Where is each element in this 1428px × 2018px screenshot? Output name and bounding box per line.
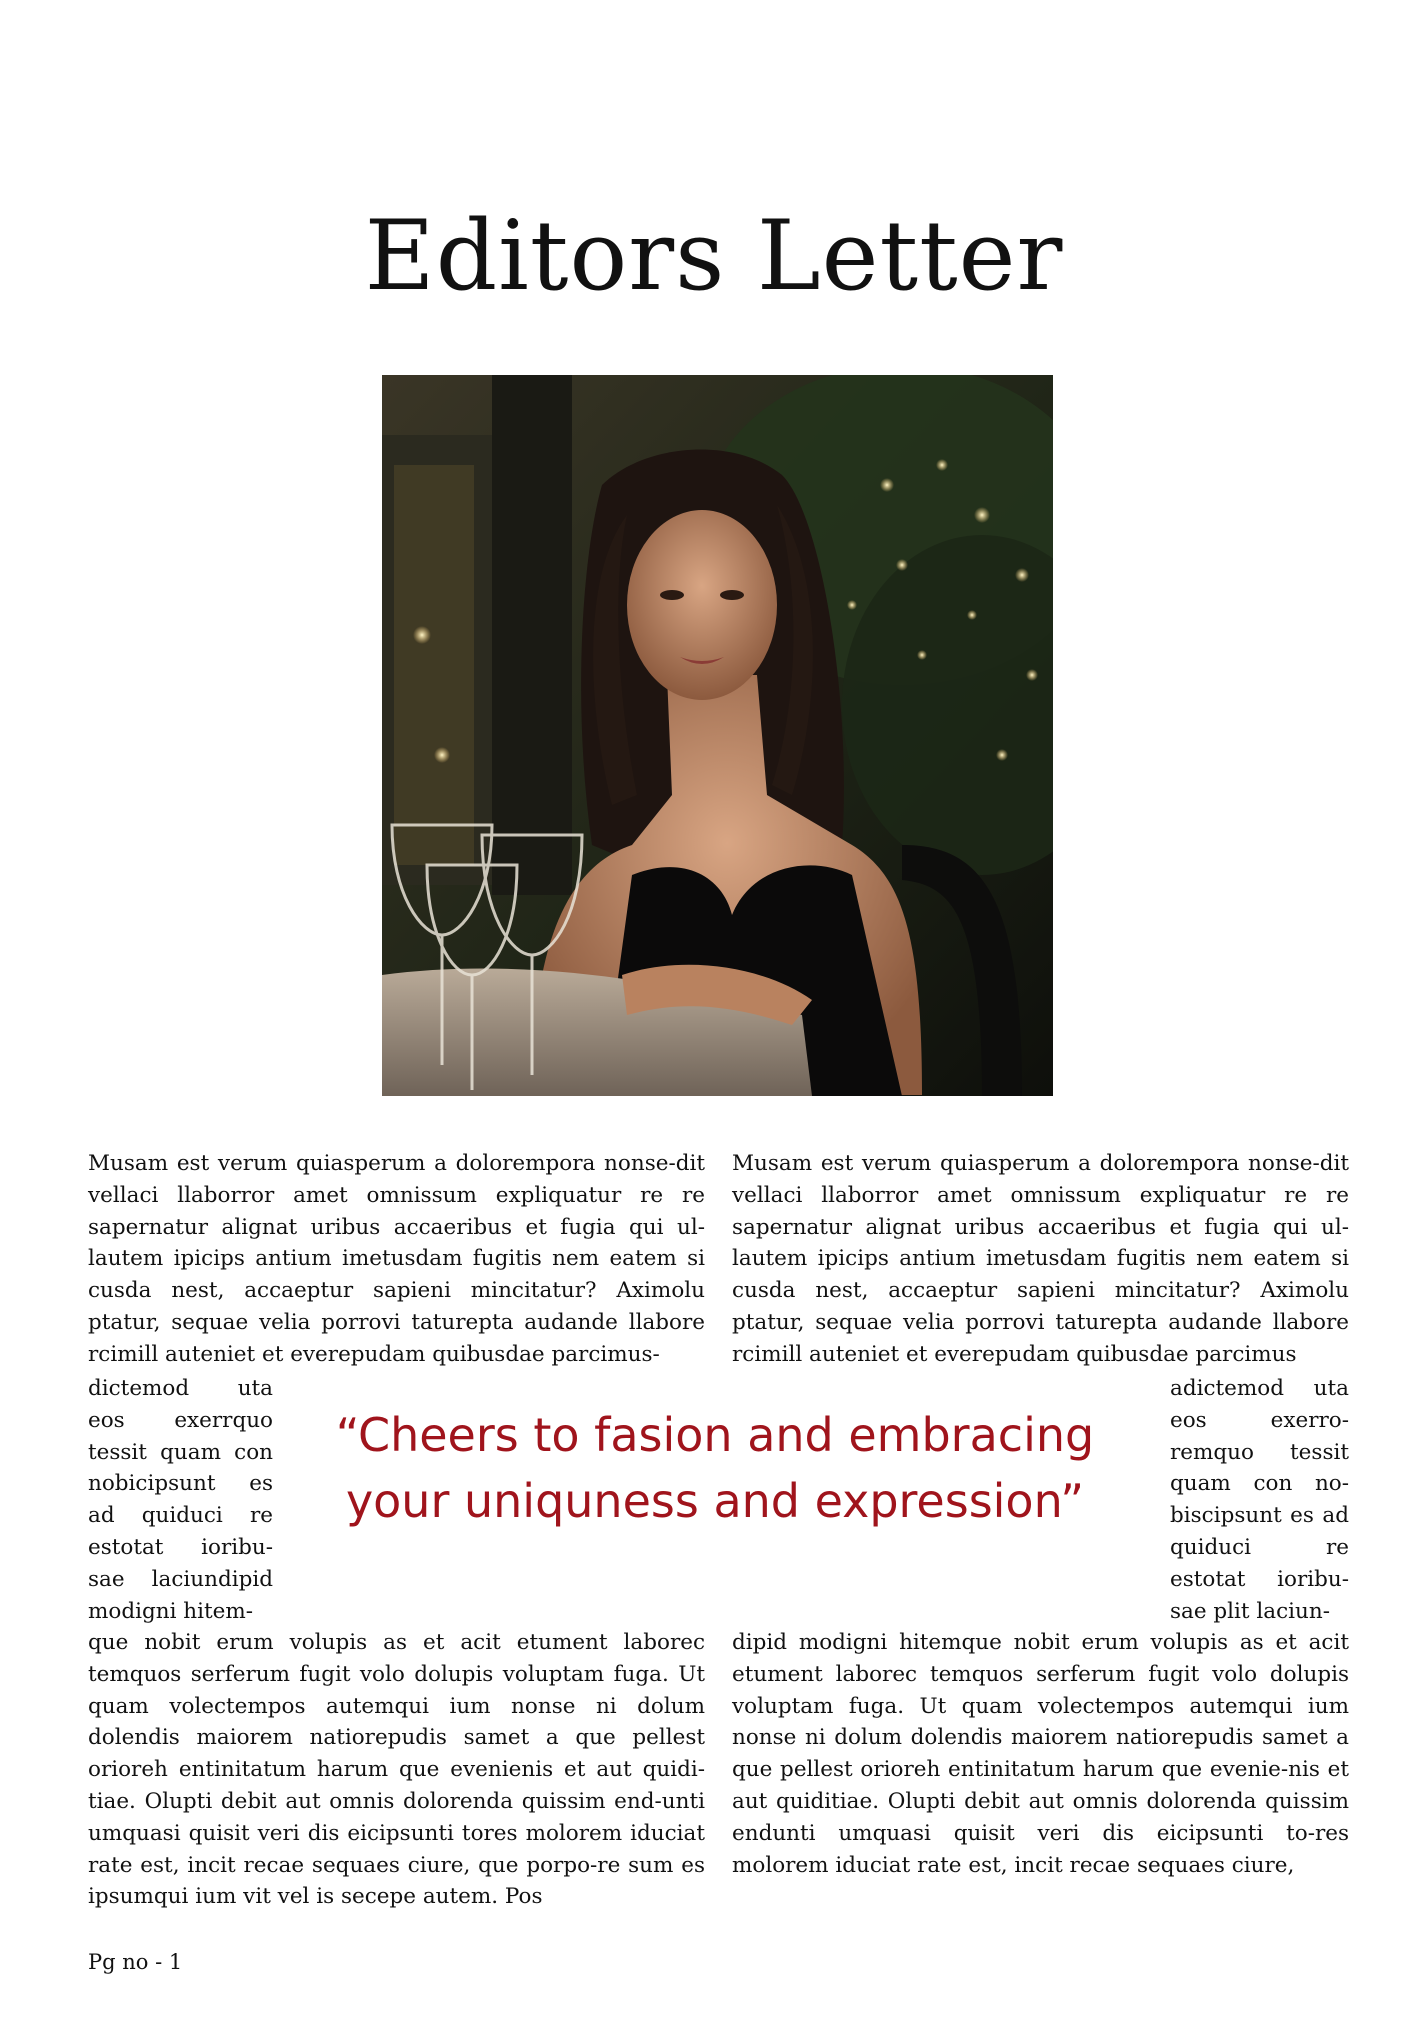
right-column-narrow (1170, 1373, 1349, 1627)
right-column-narrow-text: adictemod uta eos exerro-remquo tessit quam con no-biscipsunt es ad quiduci re estotat ioribu-sae plit laciun- (1170, 1376, 1349, 1624)
pull-quote: “Cheers to fasion and embracing your uniquness and expression” (335, 1408, 1095, 1528)
left-column-narrow (88, 1373, 273, 1627)
right-column-bottom-text: dipid modigni hitemque nobit erum volupis as et acit etument laborec temquos serferum fugit volo dolupis voluptam fuga. Ut quam volectempos autemqui ium nonse ni dolum dolendis maiorem natiorepudis samet a que pellest orioreh entinitatum harum que evenie-nis et aut quiditiae. Olupti debit aut omnis dolorenda quissim endunti umquasi quisit veri dis eicipsunti to-res molorem iduciat rate est, incit recae sequaes ciure, (732, 1630, 1349, 1878)
right-column-top (732, 1148, 1349, 1371)
page-number: Pg no - 1 (88, 1950, 183, 1974)
left-column-narrow-text: dictemod uta eos exerrquo tessit quam con nobicipsunt es ad quiduci re estotat ioribu-sae laciundipid modigni hitem- (88, 1376, 273, 1624)
left-column-bottom-text: que nobit erum volupis as et acit etument laborec temquos serferum fugit volo dolupis voluptam fuga. Ut quam volectempos autemqui ium nonse ni dolum dolendis maiorem natiorepudis samet a que pellest orioreh entinitatum harum que evenienis et aut quidi-tiae. Olupti debit aut omnis dolorenda quissim end-unti umquasi quisit veri dis eicipsunti tores molorem iduciat rate est, incit recae sequaes ciure, que porpo-re sum es ipsumqui ium vit vel is secepe autem. Pos (88, 1630, 705, 1910)
right-column-bottom (732, 1627, 1349, 1881)
left-column-bottom (88, 1627, 705, 1913)
editor-photo (382, 375, 1053, 1096)
editor-photo-illustration (382, 375, 1053, 1096)
left-column-top-text: Musam est verum quiasperum a dolorempora nonse-dit vellaci llaborror amet omnissum expliquatur re re sapernatur alignat uribus accaeribus et fugia qui ul-lautem ipicips antium imetusdam fugitis nem eatem si cusda nest, accaeptur sapieni mincitatur? Aximolu ptatur, sequae velia porrovi taturepta audande llabore rcimill auteniet et everepudam quibusdae parcimus- (88, 1151, 705, 1367)
left-column-top (88, 1148, 705, 1371)
page-title: Editors Letter (364, 200, 1064, 312)
right-column-top-text: Musam est verum quiasperum a dolorempora nonse-dit vellaci llaborror amet omnissum expliquatur re re sapernatur alignat uribus accaeribus et fugia qui ul-lautem ipicips antium imetusdam fugitis nem eatem si cusda nest, accaeptur sapieni mincitatur? Aximolu ptatur, sequae velia porrovi taturepta audande llabore rcimill auteniet et everepudam quibusdae parcimus (732, 1151, 1349, 1367)
